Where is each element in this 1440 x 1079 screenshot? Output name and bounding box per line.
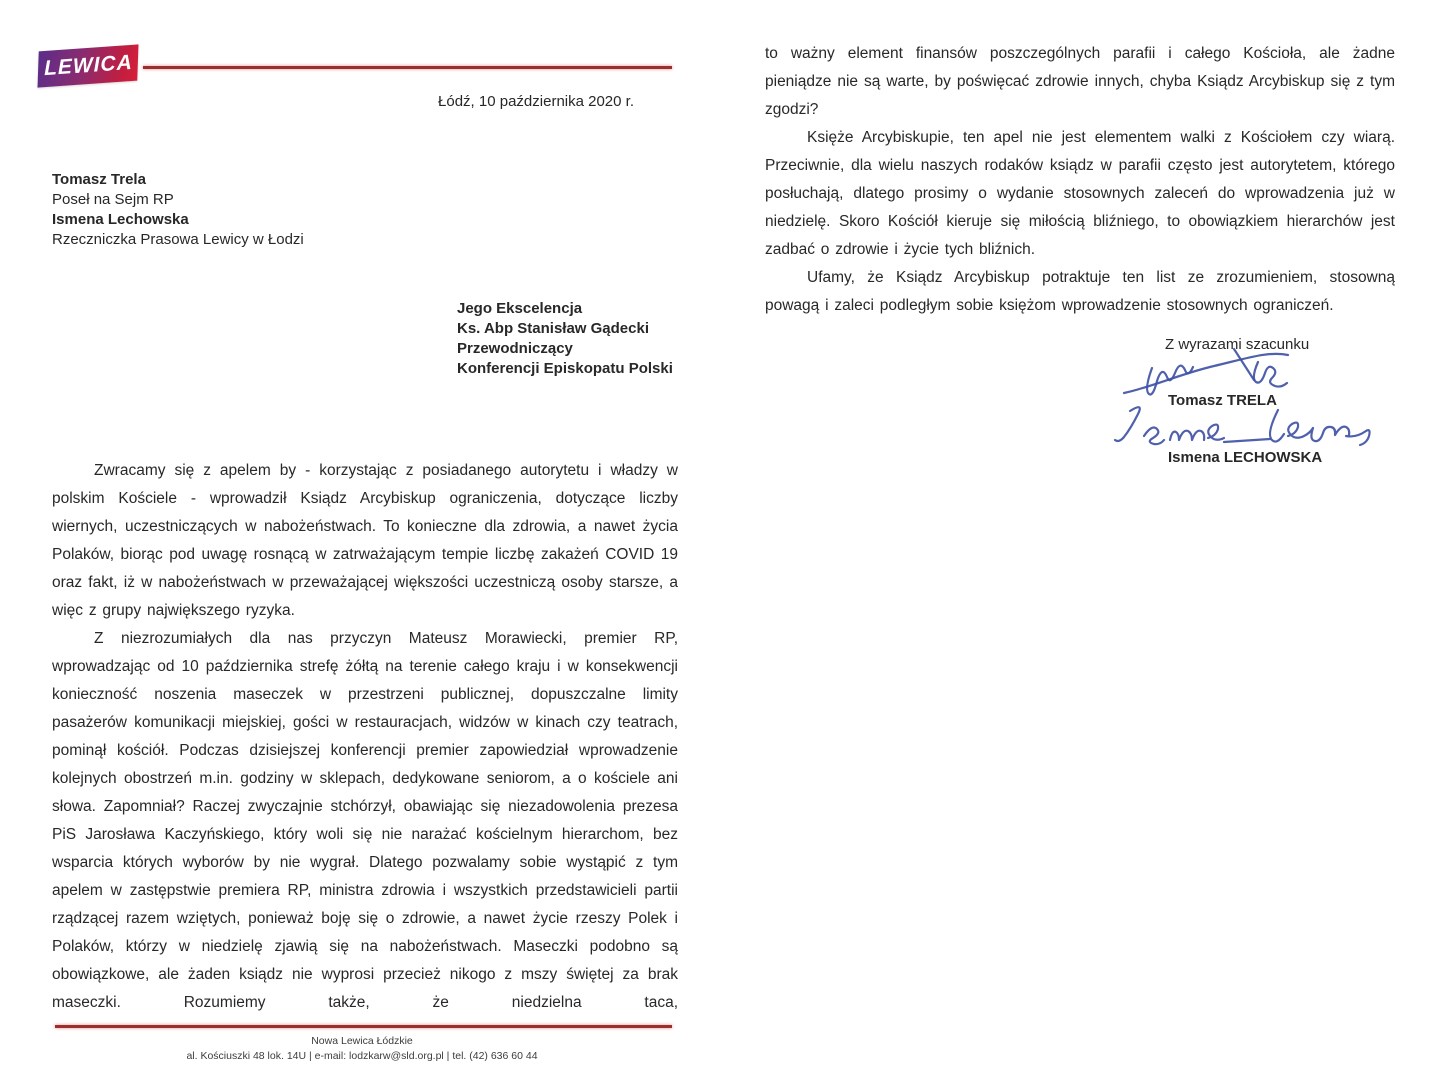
paragraph-4: Ufamy, że Ksiądz Arcybiskup potraktuje ten list ze zrozumieniem, stosowną powagą i zaleci podległym sobie księżom wprowadzenie stosownych ograniczeń. [765,269,1395,314]
body-page-1 [52,457,678,1017]
signatory-name-1: Tomasz TRELA [1168,392,1277,409]
recipient-line-3: Przewodniczący [457,340,573,357]
sender-role-2: Rzeczniczka Prasowa Lewicy w Łodzi [52,231,304,248]
footer-contact-line: al. Kościuszki 48 lok. 14U | e-mail: lodzkarw@sld.org.pl | tel. (42) 636 60 44 [186,1050,538,1062]
footer-block [52,1034,672,1064]
body-page-2 [765,40,1395,320]
paragraph-1: Zwracamy się z apelem by - korzystając z posiadanego autorytetu i władzy w polskim Kościele - wprowadził Ksiądz Arcybiskup ograniczenia, dotyczące liczby wiernych, uczestniczących w nabożeństwach. To konieczne dla zdrowia, a nawet życia Polaków, biorąc pod uwagę rosnącą w zatrważającym tempie liczbę zakażeń COVID 19 oraz fakt, iż w nabożeństwach w przeważającej większości uczestniczą osoby starsze, a więc z grupy największego ryzyka. [52,462,678,619]
closing-phrase: Z wyrazami szacunku [1165,336,1310,353]
paragraph-2: Z niezrozumiałych dla nas przyczyn Mateusz Morawiecki, premier RP, wprowadzając od 10 października strefę żółtą na terenie całego kraju i w konsekwencji konieczność noszenia maseczek w przestrzeni publicznej, dopuszczalne limity pasażerów komunikacji miejskiej, gości w restauracjach, widzów w kinach czy teatrach, pominął kościół. Podczas dzisiejszej konferencji premier zapowiedział wprowadzenie kolejnych obostrzeń m.in. godziny w sklepach, dedykowane seniorom, a o kościele ani słowa. Zapomniał? Raczej zwyczajnie stchórzył, obawiając się niezadowolenia prezesa PiS Jarosława Kaczyńskiego, który woli się nie narażać kościelnym hierarchom, bez wsparcia których wyborów by nie wygrał. Dlatego pozwalamy sobie wystąpić z tym apelem w zastępstwie premiera RP, ministra zdrowia i wszystkich przedstawicieli partii rządzącej razem wziętych, ponieważ boję się o zdrowie, a nawet życie rzeszy Polek i Polaków, którzy w niedzielę zjawią się na nabożeństwach. Maseczki podobno są obowiązkowe, ale żaden ksiądz nie wyprosi przecież nikogo z mszy świętej za brak maseczki. Rozumiemy także, że niedzielna taca, [52,630,678,1011]
footer-rule [55,1025,672,1028]
paragraph-2-continued: to ważny element finansów poszczególnych parafii i całego Kościoła, ale żadne pieniądze nie są warte, by poświęcać zdrowie innych, chyba Ksiądz Arcybiskup się z tym zgodzi? [765,45,1395,118]
sender-role-1: Poseł na Sejm RP [52,191,174,208]
sender-name-2: Ismena Lechowska [52,211,189,228]
lewica-logo [37,44,138,87]
sender-name-1: Tomasz Trela [52,171,146,188]
header-rule [143,66,672,69]
recipient-line-1: Jego Ekscelencja [457,300,583,317]
letter-date: Łódź, 10 października 2020 r. [438,93,634,110]
signature-ismena-lechowska [1100,402,1378,454]
sender-block [52,170,304,250]
recipient-line-2: Ks. Abp Stanisław Gądecki [457,320,650,337]
recipient-line-4: Konferencji Episkopatu Polski [457,360,673,377]
lewica-logo-text: LEWICA [43,50,133,81]
footer-org-name: Nowa Lewica Łódzkie [311,1035,413,1047]
paragraph-3: Księże Arcybiskupie, ten apel nie jest elementem walki z Kościołem czy wiarą. Przeciwnie, dla wielu naszych rodaków ksiądz w parafii często jest autorytetem, którego posłuchają, dlatego prosimy o wydanie stosownych zaleceń do wprowadzenia już w niedzielę. Skoro Kościół kieruje się miłością bliźniego, to obowiązkiem hierarchów jest zadbać o zdrowie i życie tych bliźnich. [765,129,1395,258]
signatory-name-2: Ismena LECHOWSKA [1168,449,1323,466]
recipient-block [457,299,673,379]
